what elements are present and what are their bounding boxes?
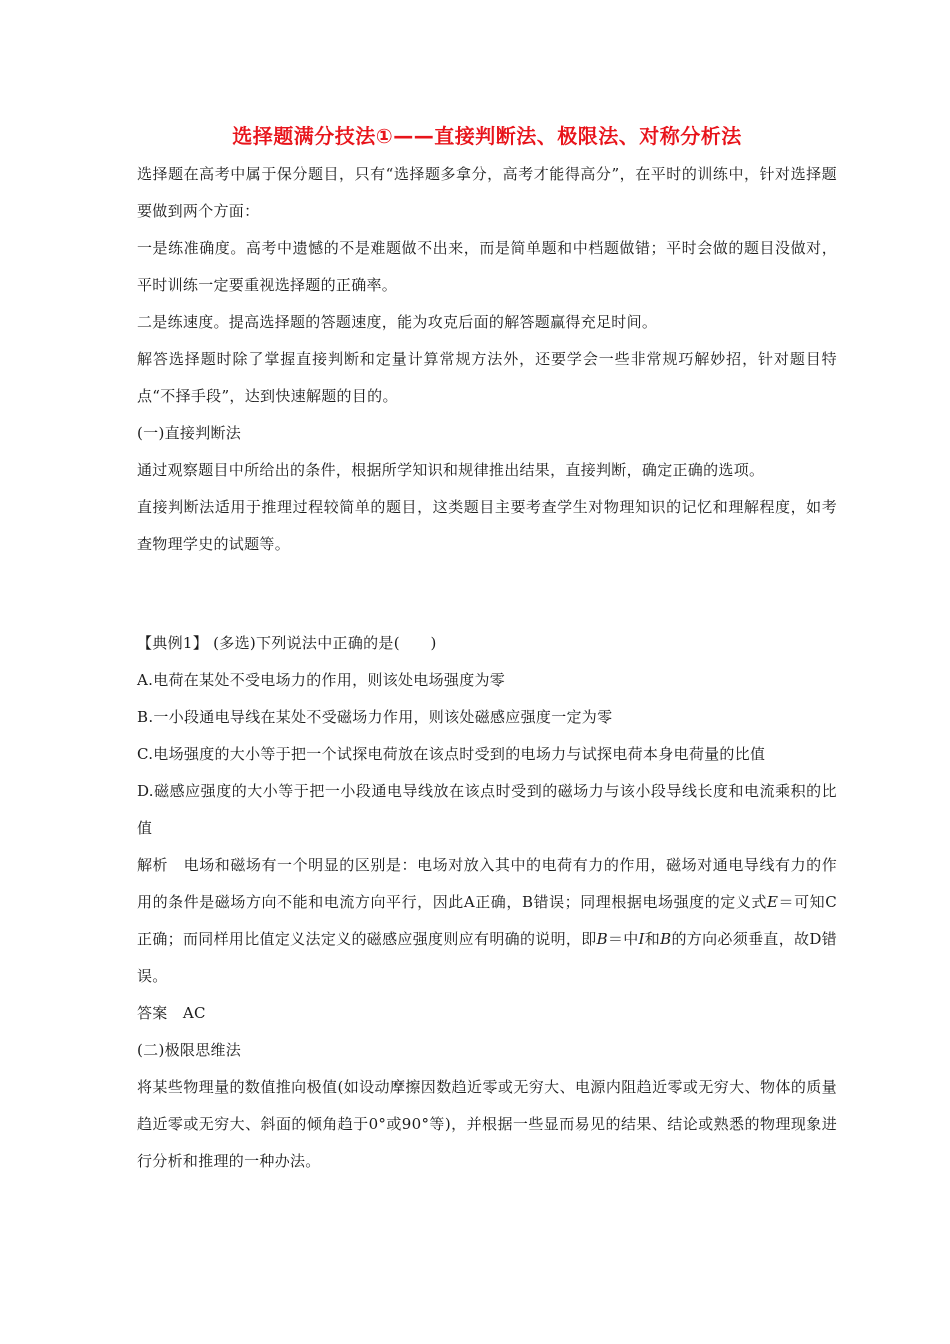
document-page <box>137 118 837 1180</box>
section-1-paragraph-2: 直接判断法适用于推理过程较简单的题目，这类题目主要考查学生对物理知识的记忆和理解程度，如考查物理学史的试题等。 <box>137 498 837 553</box>
analysis-text-2: ＝可知C正确；而同样用比值定义法定义的磁感应强度则应有明确的说明，即 <box>137 893 837 948</box>
example-1-option-d: D.磁感应强度的大小等于把一小段通电导线放在该点时受到的磁场力与该小段导线长度和电流乘积的比值 <box>137 782 837 837</box>
variable-b: B <box>596 930 608 948</box>
intro-paragraph-3: 二是练速度。提高选择题的答题速度，能为攻克后面的解答题赢得充足时间。 <box>137 313 658 331</box>
analysis-text-1: 电场和磁场有一个明显的区别是：电场对放入其中的电荷有力的作用，磁场对通电导线有力的作用的条件是磁场方向不能和电流方向平行，因此A正确，B错误；同理根据电场强度的定义式 <box>137 856 837 911</box>
example-1-analysis <box>137 847 837 995</box>
example-1-answer: 答案 AC <box>137 1004 206 1022</box>
analysis-text-4: 和 <box>644 930 661 948</box>
page-title: 选择题满分技法①——直接判断法、极限法、对称分析法 <box>232 124 742 148</box>
section-2-heading: (二)极限思维法 <box>137 1041 242 1059</box>
section-1-paragraph-1: 通过观察题目中所给出的条件，根据所学知识和规律推出结果，直接判断，确定正确的选项。 <box>137 461 765 479</box>
analysis-text-5: 的方向必须垂直，故D错误。 <box>137 930 837 985</box>
example-1-stem: 【典例1】 (多选)下列说法中正确的是( ) <box>137 634 437 652</box>
example-1-option-c: C.电场强度的大小等于把一个试探电荷放在该点时受到的电场力与试探电荷本身电荷量的比值 <box>137 745 766 763</box>
variable-e: E <box>767 893 779 911</box>
intro-paragraph-1: 选择题在高考中属于保分题目，只有“选择题多拿分，高考才能得高分”，在平时的训练中，针对选择题要做到两个方面： <box>137 165 837 220</box>
intro-paragraph-2: 一是练准确度。高考中遗憾的不是难题做不出来，而是简单题和中档题做错；平时会做的题目没做对，平时训练一定要重视选择题的正确率。 <box>137 239 837 294</box>
variable-i: I <box>638 930 645 948</box>
spacer <box>137 563 837 625</box>
analysis-text-3: ＝中 <box>607 930 639 948</box>
intro-paragraph-4: 解答选择题时除了掌握直接判断和定量计算常规方法外，还要学会一些非常规巧解妙招，针对题目特点“不择手段”，达到快速解题的目的。 <box>137 350 837 405</box>
example-1-option-b: B.一小段通电导线在某处不受磁场力作用，则该处磁感应强度一定为零 <box>137 708 613 726</box>
analysis-label: 解析 <box>137 856 169 874</box>
variable-b-2: B <box>660 930 672 948</box>
example-1-option-a: A.电荷在某处不受电场力的作用，则该处电场强度为零 <box>137 671 506 689</box>
section-2-paragraph-1: 将某些物理量的数值推向极值(如设动摩擦因数趋近零或无穷大、电源内阻趋近零或无穷大、物体的质量趋近零或无穷大、斜面的倾角趋于0°或90°等)，并根据一些显而易见的结果、结论或熟悉的物理现象进行分析和推理的一种办法。 <box>137 1078 837 1170</box>
section-1-heading: (一)直接判断法 <box>137 424 242 442</box>
